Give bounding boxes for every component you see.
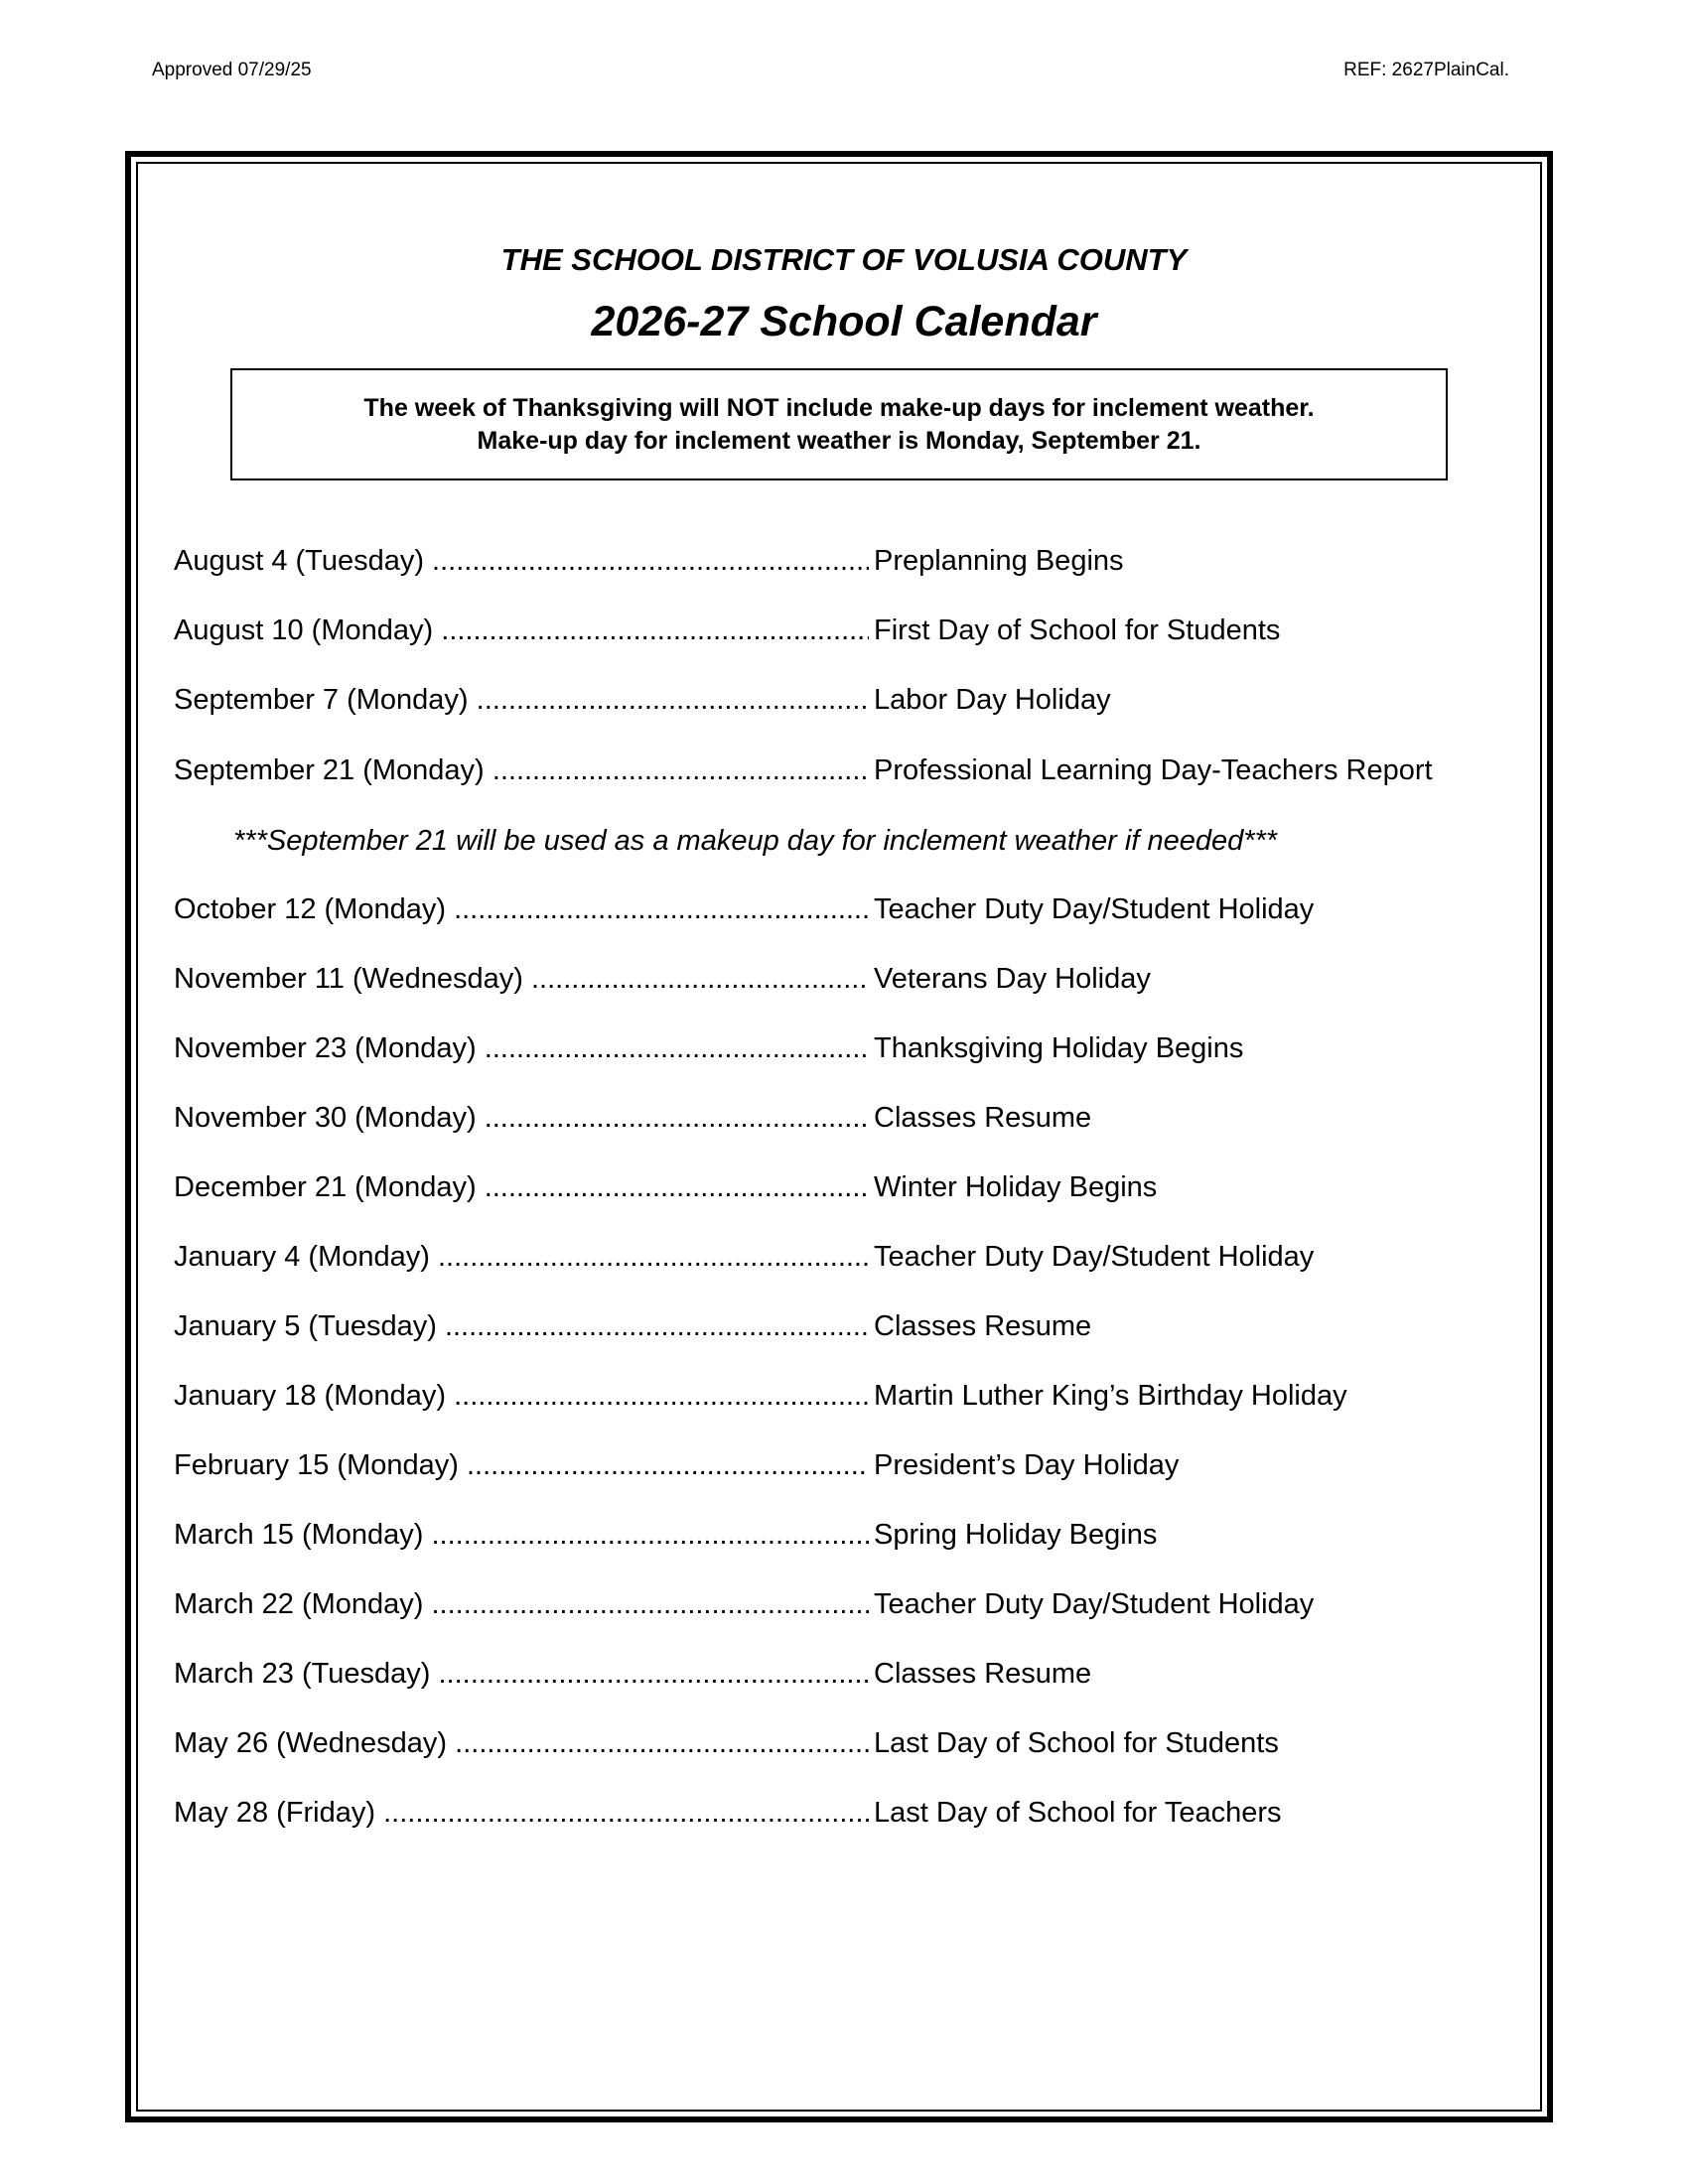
event-label: Veterans Day Holiday xyxy=(874,959,1151,999)
event-row xyxy=(174,889,1484,929)
event-label: Winter Holiday Begins xyxy=(874,1167,1157,1207)
event-date: January 18 (Monday) ..... xyxy=(174,1376,869,1416)
event-date: November 11 (Wednesday) ..... xyxy=(174,959,869,999)
event-date: November 30 (Monday) ..... xyxy=(174,1098,869,1138)
event-row xyxy=(174,541,1484,581)
district-title: THE SCHOOL DISTRICT OF VOLUSIA COUNTY xyxy=(500,242,1188,277)
event-label: Classes Resume xyxy=(874,1098,1091,1138)
event-date: February 15 (Monday) ..... xyxy=(174,1445,869,1485)
event-label: Teacher Duty Day/Student Holiday xyxy=(874,1584,1314,1624)
event-date: August 10 (Monday) ..... xyxy=(174,611,869,650)
event-row xyxy=(174,1237,1484,1277)
event-date: January 4 (Monday) ..... xyxy=(174,1237,869,1277)
event-row xyxy=(174,1793,1484,1833)
event-date: November 23 (Monday) ..... xyxy=(174,1028,869,1068)
event-label: Classes Resume xyxy=(874,1654,1091,1694)
event-row xyxy=(174,1515,1484,1555)
event-label: Professional Learning Day-Teachers Report xyxy=(874,751,1433,790)
event-label: Classes Resume xyxy=(874,1306,1091,1346)
event-row xyxy=(174,1098,1484,1138)
event-date: January 5 (Tuesday) ..... xyxy=(174,1306,869,1346)
event-row xyxy=(174,1654,1484,1694)
event-row xyxy=(174,959,1484,999)
approved-date: Approved 07/29/25 xyxy=(152,60,312,80)
event-row xyxy=(174,611,1484,650)
event-row xyxy=(174,1584,1484,1624)
event-row xyxy=(174,1167,1484,1207)
event-label: Preplanning Begins xyxy=(874,541,1124,581)
event-row xyxy=(174,1306,1484,1346)
makeup-day-note: ***September 21 will be used as a makeup day for inclement weather if needed*** xyxy=(233,825,1278,857)
event-date: August 4 (Tuesday) ..... xyxy=(174,541,869,581)
event-label: Spring Holiday Begins xyxy=(874,1515,1157,1555)
notice-line-makeup-day: Make-up day for inclement weather is Monday, September 21. xyxy=(477,426,1201,455)
event-row xyxy=(174,1376,1484,1416)
event-label: Teacher Duty Day/Student Holiday xyxy=(874,889,1314,929)
event-date: September 7 (Monday) ..... xyxy=(174,680,869,720)
event-date: May 28 (Friday) ..... xyxy=(174,1793,869,1833)
event-label: Thanksgiving Holiday Begins xyxy=(874,1028,1243,1068)
event-label: Last Day of School for Students xyxy=(874,1723,1279,1763)
event-date: December 21 (Monday) ..... xyxy=(174,1167,869,1207)
event-date: September 21 (Monday) ..... xyxy=(174,751,869,790)
reference-code: REF: 2627PlainCal. xyxy=(1343,60,1509,80)
event-date: March 22 (Monday) ..... xyxy=(174,1584,869,1624)
event-label: Teacher Duty Day/Student Holiday xyxy=(874,1237,1314,1277)
event-row xyxy=(174,1723,1484,1763)
event-label: Labor Day Holiday xyxy=(874,680,1111,720)
event-date: March 23 (Tuesday) ..... xyxy=(174,1654,869,1694)
event-date: May 26 (Wednesday) ..... xyxy=(174,1723,869,1763)
event-label: President’s Day Holiday xyxy=(874,1445,1179,1485)
event-row xyxy=(174,1445,1484,1485)
event-label: First Day of School for Students xyxy=(874,611,1280,650)
event-row xyxy=(174,680,1484,720)
event-row xyxy=(174,751,1484,790)
event-row xyxy=(174,1028,1484,1068)
event-label: Last Day of School for Teachers xyxy=(874,1793,1282,1833)
calendar-title: 2026-27 School Calendar xyxy=(591,298,1097,345)
event-date: October 12 (Monday) ..... xyxy=(174,889,869,929)
notice-box xyxy=(230,368,1448,480)
event-label: Martin Luther King’s Birthday Holiday xyxy=(874,1376,1347,1416)
notice-line-thanksgiving: The week of Thanksgiving will NOT include make-up days for inclement weather. xyxy=(363,393,1315,422)
event-date: March 15 (Monday) ..... xyxy=(174,1515,869,1555)
